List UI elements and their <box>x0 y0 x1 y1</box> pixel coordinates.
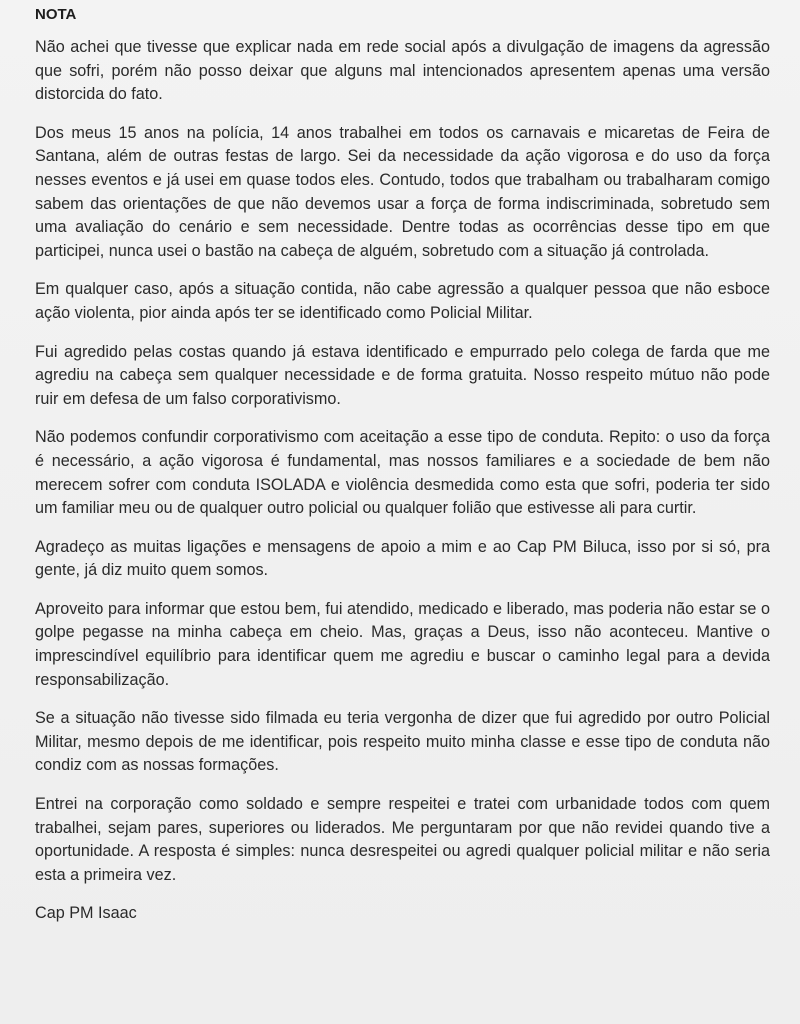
paragraph-1: Não achei que tivesse que explicar nada em rede social após a divulgação de imagens da agressão que sofri, porém não posso deixar que alguns mal intencionados apresentem apenas uma versão distorcida do fato. <box>35 38 770 104</box>
paragraph-2: Dos meus 15 anos na polícia, 14 anos trabalhei em todos os carnavais e micaretas de Feira de Santana, além de outras festas de largo. Sei da necessidade da ação vigorosa e do uso da força nesses eventos e já usei em quase todos eles. Contudo, todos que trabalham ou trabalharam comigo sabem das orientações de que não devemos usar a força de forma indiscriminada, sobretudo sem uma avaliação do cenário e sem necessidade. Dentre todas as ocorrências desse tipo em que participei, nunca usei o bastão na cabeça de alguém, sobretudo com a situação já controlada. <box>35 123 770 260</box>
signature: Cap PM Isaac <box>35 904 137 923</box>
paragraph-3: Em qualquer caso, após a situação contida, não cabe agressão a qualquer pessoa que não esboce ação violenta, pior ainda após ter se identificado como Policial Militar. <box>35 280 770 322</box>
paragraph-6: Agradeço as muitas ligações e mensagens de apoio a mim e ao Cap PM Biluca, isso por si só, pra gente, já diz muito quem somos. <box>35 537 770 580</box>
paragraph-5: Não podemos confundir corporativismo com aceitação a esse tipo de conduta. Repito: o uso da força é necessário, a ação vigorosa é fundamental, mas nossos familiares e a sociedade de bem não merecem sofrer com conduta ISOLADA e violência desmedida como esta que sofri, poderia ter sido um familiar meu ou de qualquer outro policial ou qualquer folião que estivesse ali para curtir. <box>35 428 770 518</box>
paragraph-8: Se a situação não tivesse sido filmada eu teria vergonha de dizer que fui agredido por outro Policial Militar, mesmo depois de me identificar, pois respeito muito minha classe e esse tipo de conduta não condiz com as nossas formações. <box>35 709 770 775</box>
paragraph-4: Fui agredido pelas costas quando já estava identificado e empurrado pelo colega de farda que me agrediu na cabeça sem qualquer necessidade e de forma gratuita. Nosso respeito mútuo não pode ruir em defesa de um falso corporativismo. <box>35 342 770 408</box>
paragraph-7: Aproveito para informar que estou bem, fui atendido, medicado e liberado, mas poderia não estar se o golpe pegasse na minha cabeça em cheio. Mas, graças a Deus, isso não aconteceu. Mantive o imprescindível equilíbrio para identificar quem me agrediu e buscar o caminho legal para a devida responsabilização. <box>35 599 770 689</box>
paragraph-9: Entrei na corporação como soldado e sempre respeitei e tratei com urbanidade todos com quem trabalhei, sejam pares, superiores ou liderados. Me perguntaram por que não revidei quando tive a oportunidade. A resposta é simples: nunca desrespeitei ou agredi qualquer policial militar e não seria esta a primeira vez. <box>35 795 770 884</box>
document-title: NOTA <box>35 6 77 23</box>
